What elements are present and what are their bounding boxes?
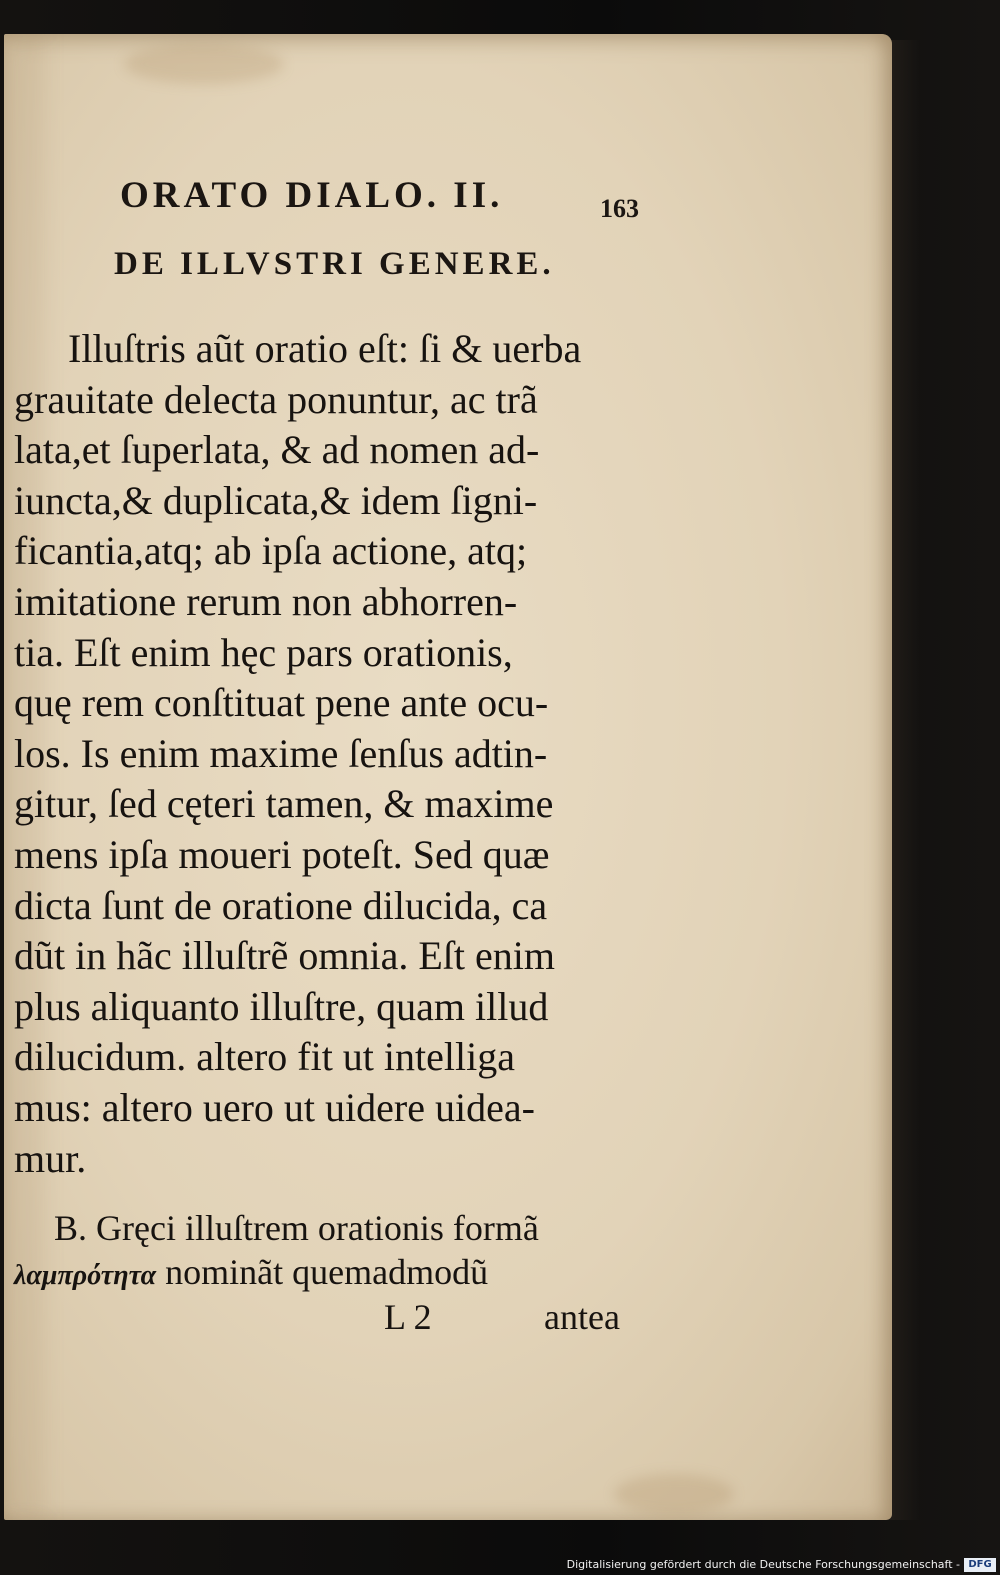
- text-line: lata,et ſuperlata, & ad nomen ad-: [14, 427, 540, 473]
- annotation-line: B. Gręci illuſtrem orationis formã: [54, 1208, 539, 1248]
- annotation-block: [14, 1206, 654, 1294]
- text-line: dũt in hãc illuſtrẽ omnia. Eſt enim: [14, 933, 555, 979]
- text-line: los. Is enim maxime ſenſus adtin-: [14, 730, 548, 776]
- text-line: gitur, ſed cęteri tamen, & maxime: [14, 781, 554, 827]
- page-number: 163: [600, 194, 639, 223]
- text-line: quę rem conſtituat pene ante ocu-: [14, 680, 549, 726]
- text-line: Illuſtris aũt oratio eſt: ſi & uerba: [68, 326, 582, 371]
- running-head: ORATO DIALO. II.: [120, 175, 504, 216]
- page-stain: [124, 44, 284, 84]
- section-title: DE ILLVSTRI GENERE.: [114, 246, 555, 282]
- text-line: grauitate delecta ponuntur, ac trã: [14, 376, 538, 422]
- text-line: mus: altero uero ut uidere uidea-: [14, 1084, 535, 1130]
- digitization-credit: Digitalisierung gefördert durch die Deutsche Forschungsgemeinschaft -: [566, 1558, 960, 1571]
- text-line: iuncta,& duplicata,& idem ſigni-: [14, 477, 538, 523]
- annotation-line: [14, 1250, 654, 1294]
- text-line: dicta ſunt de oratione dilucida, ca: [14, 882, 548, 928]
- text-line: mur.: [14, 1135, 87, 1181]
- text-line: dilucidum. altero fit ut intelliga: [14, 1034, 515, 1080]
- dfg-logo: DFG: [964, 1558, 996, 1572]
- text-line: tia. Eſt enim hęc pars orationis,: [14, 629, 513, 675]
- text-line: plus aliquanto illuſtre, quam illud: [14, 983, 549, 1029]
- page-stain: [614, 1474, 734, 1514]
- annotation-text: nominãt quemadmodũ: [156, 1252, 489, 1292]
- text-line: mens ipſa moueri poteſt. Sed quæ: [14, 831, 550, 877]
- signature-mark: L 2: [384, 1297, 432, 1337]
- book-page: [4, 34, 892, 1520]
- catchword: antea: [544, 1297, 620, 1337]
- text-line: imitatione rerum non abhorren-: [14, 578, 518, 624]
- body-text: [14, 324, 654, 1184]
- text-line: ficantia,atq; ab ipſa actione, atq;: [14, 528, 528, 574]
- greek-term: λαμπρότητα: [14, 1260, 157, 1291]
